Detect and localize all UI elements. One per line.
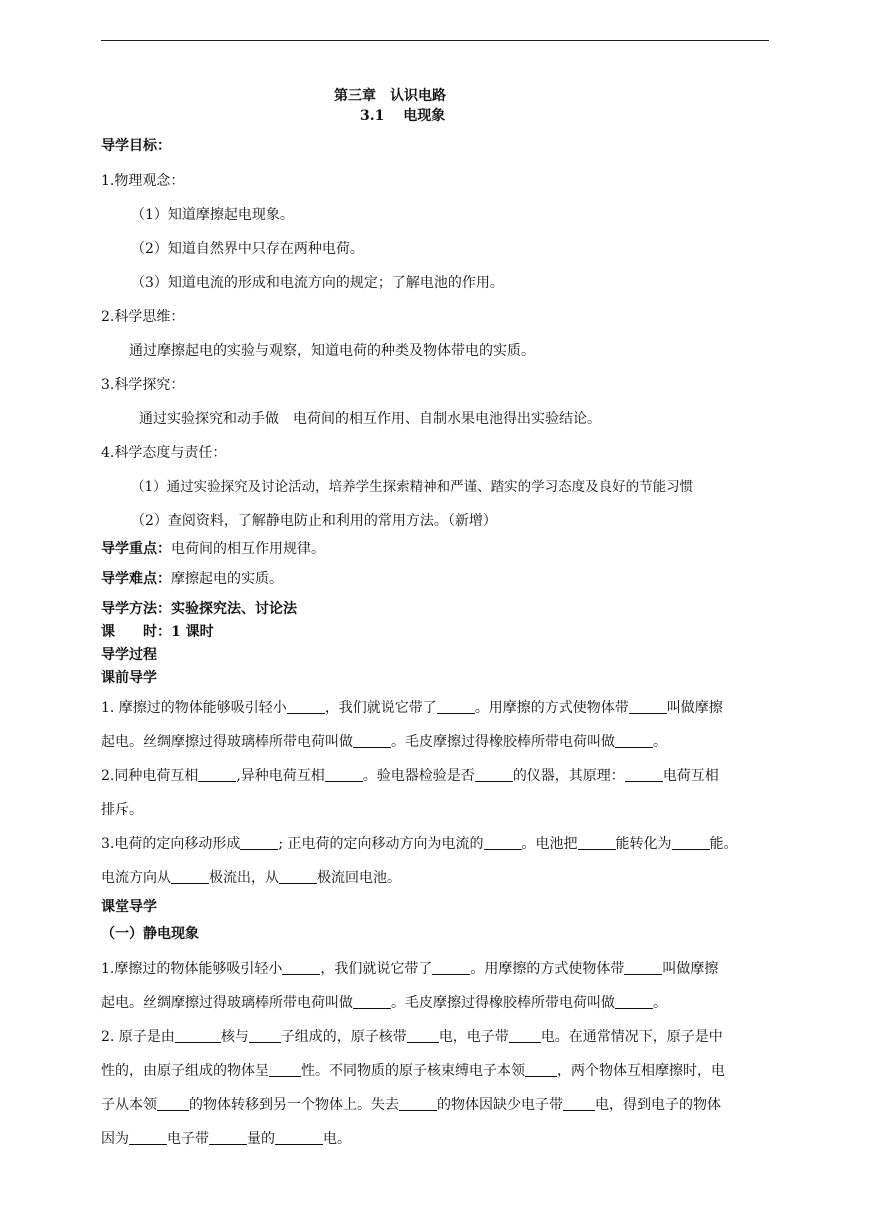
answer-blank — [624, 960, 662, 975]
answer-blank — [157, 1096, 189, 1111]
physics-concept-item: （2）知道自然界中只存在两种电荷。 — [131, 241, 364, 257]
answer-blank — [282, 960, 320, 975]
in-class-q2-line4: 因为 电子带 量的 电。 — [101, 1131, 351, 1147]
scientific-inquiry-text: 通过实验探究和动手做 电荷间的相互作用、自制水果电池得出实验结论。 — [139, 411, 601, 427]
attitude-title: 4.科学态度与责任： — [101, 445, 227, 461]
answer-blank — [209, 1130, 247, 1145]
method: 导学方法：实验探究法、讨论法 — [101, 601, 297, 617]
answer-blank — [625, 767, 663, 782]
answer-blank — [175, 1028, 221, 1043]
answer-blank — [269, 1062, 301, 1077]
pre-class-q3-line1: 3.电荷的定向移动形成 ; 正电荷的定向移动方向为电流的 。电池把 能转化为 能。 — [101, 836, 738, 852]
scientific-thinking-text: 通过摩擦起电的实验与观察，知道电荷的种类及物体带电的实质。 — [129, 343, 535, 359]
answer-blank — [509, 1028, 541, 1043]
answer-blank — [198, 767, 236, 782]
pre-class-q2-line2: 排斥。 — [101, 802, 143, 818]
pre-class-q1-line2: 起电。丝绸摩擦过得玻璃棒所带电荷叫做 。毛皮摩擦过得橡胶棒所带电荷叫做 。 — [101, 734, 667, 750]
answer-blank — [437, 699, 475, 714]
in-class-heading: 课堂导学 — [101, 899, 157, 915]
physics-concept-item: （1）知道摩擦起电现象。 — [131, 207, 294, 223]
objectives-heading: 导学目标： — [101, 138, 171, 154]
class-hours: 课 时：1 课时 — [101, 624, 214, 640]
attitude-item: （2）查阅资料，了解静电防止和利用的常用方法。（新增） — [131, 513, 497, 529]
physics-concept-title: 1.物理观念： — [101, 173, 185, 189]
section-title: 3.1 电现象 — [360, 108, 446, 124]
answer-blank — [672, 835, 710, 850]
answer-blank — [279, 869, 317, 884]
scientific-thinking-title: 2.科学思维： — [101, 309, 185, 325]
in-class-q1-line2: 起电。丝绸摩擦过得玻璃棒所带电荷叫做 。毛皮摩擦过得橡胶棒所带电荷叫做 。 — [101, 995, 667, 1011]
in-class-q2-line3: 子从本领 的物体转移到另一个物体上。失去 的物体因缺少电子带 电，得到电子的物体 — [101, 1097, 721, 1113]
chapter-title: 第三章 认识电路 — [334, 88, 446, 104]
answer-blank — [240, 835, 278, 850]
answer-blank — [407, 1028, 439, 1043]
answer-blank — [615, 994, 653, 1009]
answer-blank — [353, 994, 391, 1009]
answer-blank — [432, 960, 470, 975]
answer-blank — [353, 733, 391, 748]
difficulty: 导学难点：摩擦起电的实质。 — [101, 571, 283, 587]
answer-blank — [399, 1096, 437, 1111]
answer-blank — [275, 1130, 323, 1145]
answer-blank — [563, 1096, 595, 1111]
answer-blank — [615, 733, 653, 748]
in-class-q2-line1: 2. 原子是由 核与 子组成的，原子核带 电，电子带 电。在通常情况下，原子是中 — [101, 1029, 723, 1045]
answer-blank — [171, 869, 209, 884]
pre-class-q2-line1: 2.同种电荷互相 ,异种电荷互相 。验电器检验是否 的仪器，其原理： 电荷互相 — [101, 768, 719, 784]
answer-blank — [578, 835, 616, 850]
in-class-q1-line1: 1.摩擦过的物体能够吸引轻小 ，我们就说它带了 。用摩擦的方式使物体带 叫做摩擦 — [101, 961, 719, 977]
process-heading: 导学过程 — [101, 647, 157, 663]
answer-blank — [629, 699, 667, 714]
pre-class-heading: 课前导学 — [101, 670, 157, 686]
in-class-q2-line2: 性的，由原子组成的物体呈 性。不同物质的原子核束缚电子本领 ，两个物体互相摩擦时，电 — [101, 1063, 725, 1079]
answer-blank — [129, 1130, 167, 1145]
attitude-item: （1）通过实验探究及讨论活动，培养学生探索精神和严谨、踏实的学习态度及良好的节能习惯 — [131, 479, 694, 495]
answer-blank — [525, 1062, 557, 1077]
answer-blank — [249, 1028, 281, 1043]
answer-blank — [325, 767, 363, 782]
pre-class-q1-line1: 1. 摩擦过的物体能够吸引轻小 ，我们就说它带了 。用摩擦的方式使物体带 叫做摩擦 — [101, 700, 723, 716]
key-point: 导学重点：电荷间的相互作用规律。 — [101, 541, 325, 557]
header-rule — [101, 40, 769, 41]
answer-blank — [484, 835, 522, 850]
answer-blank — [475, 767, 513, 782]
physics-concept-item: （3）知道电流的形成和电流方向的规定；了解电池的作用。 — [131, 275, 504, 291]
answer-blank — [287, 699, 325, 714]
pre-class-q3-line2: 电流方向从 极流出，从 极流回电池。 — [101, 870, 401, 886]
in-class-subheading: （一）静电现象 — [101, 926, 199, 942]
scientific-inquiry-title: 3.科学探究： — [101, 377, 185, 393]
